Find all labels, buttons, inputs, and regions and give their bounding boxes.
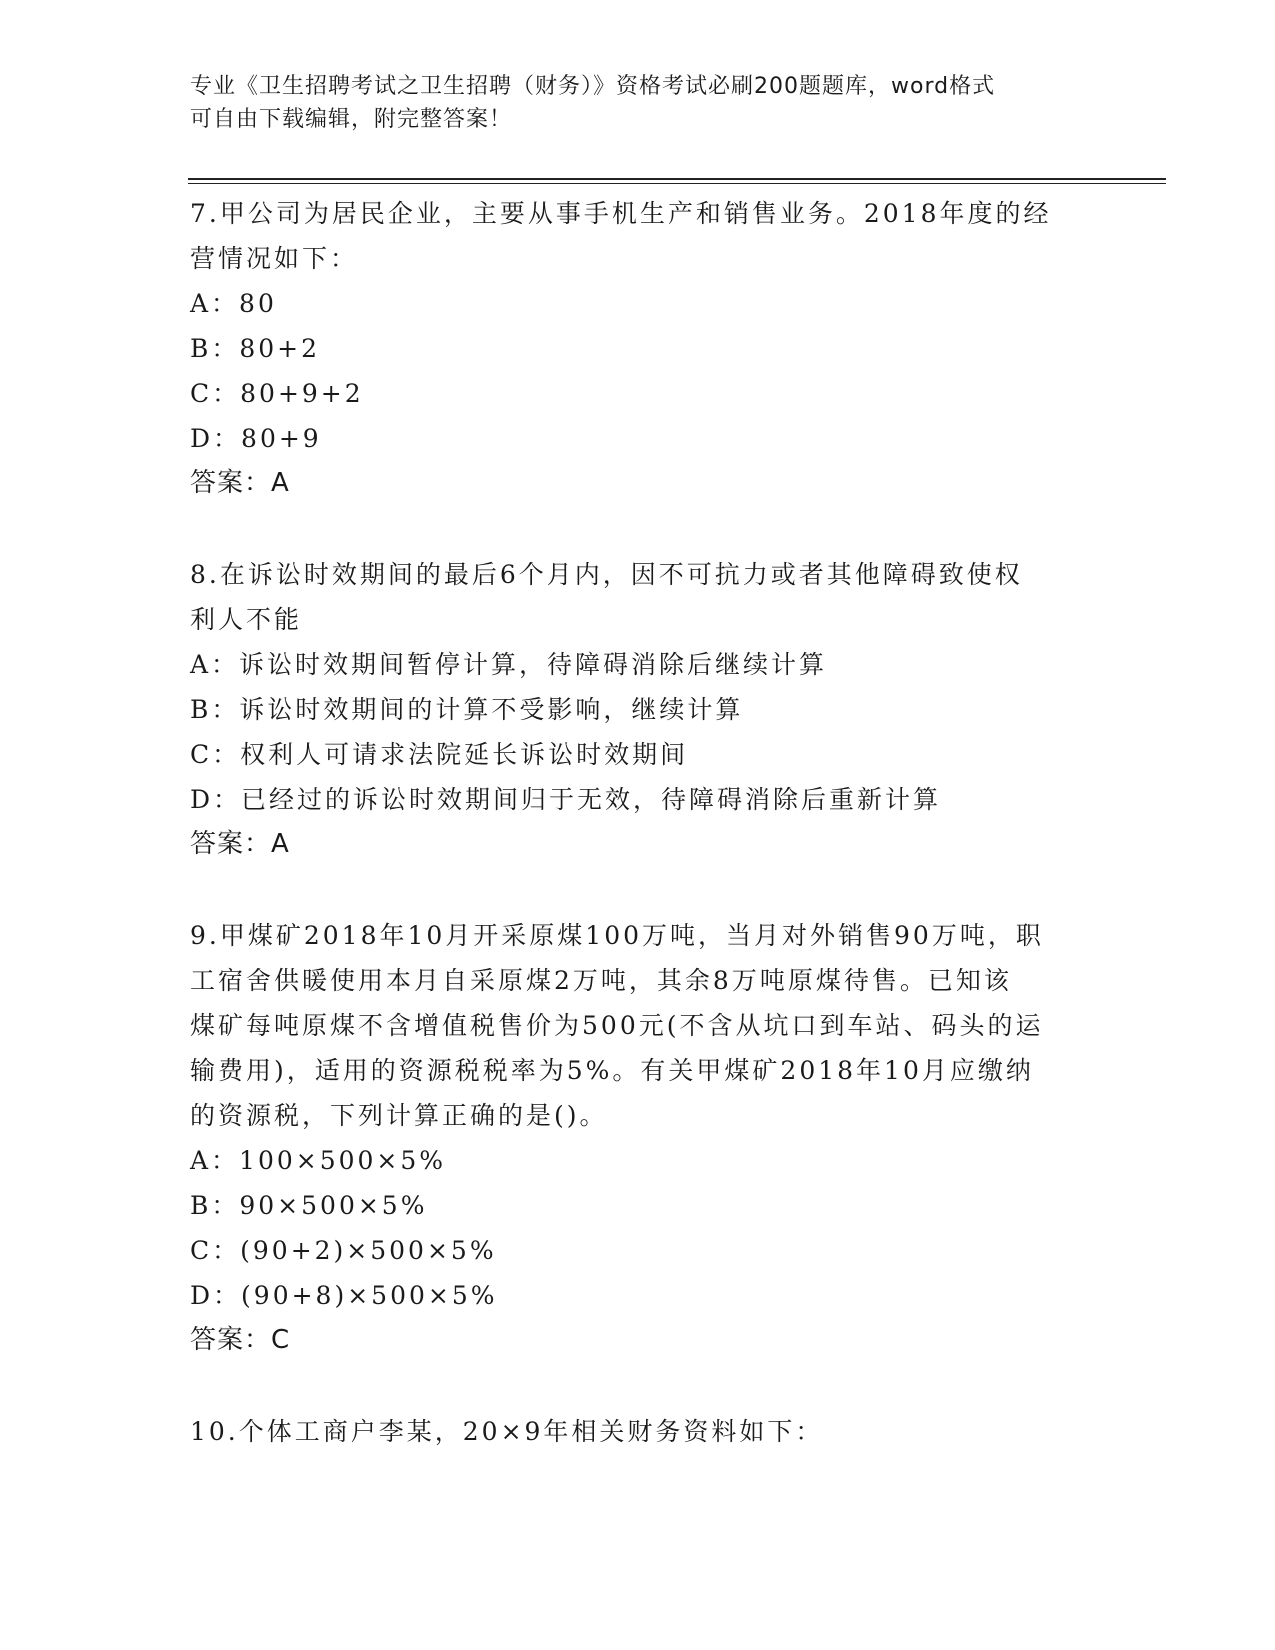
spacer bbox=[190, 867, 1090, 912]
question-8 bbox=[190, 551, 1090, 867]
header-rule-thin bbox=[188, 183, 1166, 184]
stem-line: 9.甲煤矿2018年10月开采原煤100万吨，当月对外销售90万吨，职 bbox=[190, 921, 1044, 950]
stem-line: 的资源税，下列计算正确的是()。 bbox=[190, 1101, 608, 1130]
header-line-2: 可自由下载编辑，附完整答案！ bbox=[190, 107, 513, 132]
answer-line: 答案：A bbox=[190, 468, 290, 498]
question-stem bbox=[190, 1408, 1090, 1454]
header-rule-thick bbox=[188, 178, 1166, 180]
option-a: A：80 bbox=[190, 289, 277, 318]
spacer bbox=[190, 1363, 1090, 1408]
question-stem bbox=[190, 912, 1090, 1138]
header-line-1: 专业《卫生招聘考试之卫生招聘（财务）》资格考试必刷200题题库，word格式 bbox=[190, 74, 996, 99]
question-stem bbox=[190, 551, 1090, 642]
stem-line: 输费用)，适用的资源税税率为5%。有关甲煤矿2018年10月应缴纳 bbox=[190, 1056, 1034, 1085]
stem-line: 10.个体工商户李某，20×9年相关财务资料如下： bbox=[190, 1417, 824, 1446]
option-d: D：(90+8)×500×5% bbox=[190, 1281, 498, 1310]
question-list bbox=[190, 190, 1090, 1454]
option-b: B：90×500×5% bbox=[190, 1191, 428, 1220]
question-9 bbox=[190, 912, 1090, 1363]
stem-line: 营情况如下： bbox=[190, 244, 359, 273]
stem-line: 煤矿每吨原煤不含增值税售价为500元(不含从坑口到车站、码头的运 bbox=[190, 1011, 1044, 1040]
option-a: A：100×500×5% bbox=[190, 1146, 447, 1175]
document-header bbox=[190, 70, 1090, 136]
option-d: D：已经过的诉讼时效期间归于无效，待障碍消除后重新计算 bbox=[190, 785, 942, 814]
option-d: D：80+9 bbox=[190, 424, 322, 453]
question-stem bbox=[190, 190, 1090, 281]
question-7 bbox=[190, 190, 1090, 506]
answer-line: 答案：A bbox=[190, 829, 290, 859]
stem-line: 工宿舍供暖使用本月自采原煤2万吨，其余8万吨原煤待售。已知该 bbox=[190, 966, 1012, 995]
stem-line: 利人不能 bbox=[190, 605, 303, 634]
option-c: C：(90+2)×500×5% bbox=[190, 1236, 497, 1265]
stem-line: 8.在诉讼时效期间的最后6个月内，因不可抗力或者其他障碍致使权 bbox=[190, 560, 1023, 589]
spacer bbox=[190, 506, 1090, 551]
option-c: C：80+9+2 bbox=[190, 379, 364, 408]
answer-line: 答案：C bbox=[190, 1325, 291, 1355]
option-b: B：80+2 bbox=[190, 334, 321, 363]
option-b: B：诉讼时效期间的计算不受影响，继续计算 bbox=[190, 695, 744, 724]
option-c: C：权利人可请求法院延长诉讼时效期间 bbox=[190, 740, 689, 769]
question-10 bbox=[190, 1408, 1090, 1454]
option-a: A：诉讼时效期间暂停计算，待障碍消除后继续计算 bbox=[190, 650, 828, 679]
stem-line: 7.甲公司为居民企业，主要从事手机生产和销售业务。2018年度的经 bbox=[190, 199, 1052, 228]
